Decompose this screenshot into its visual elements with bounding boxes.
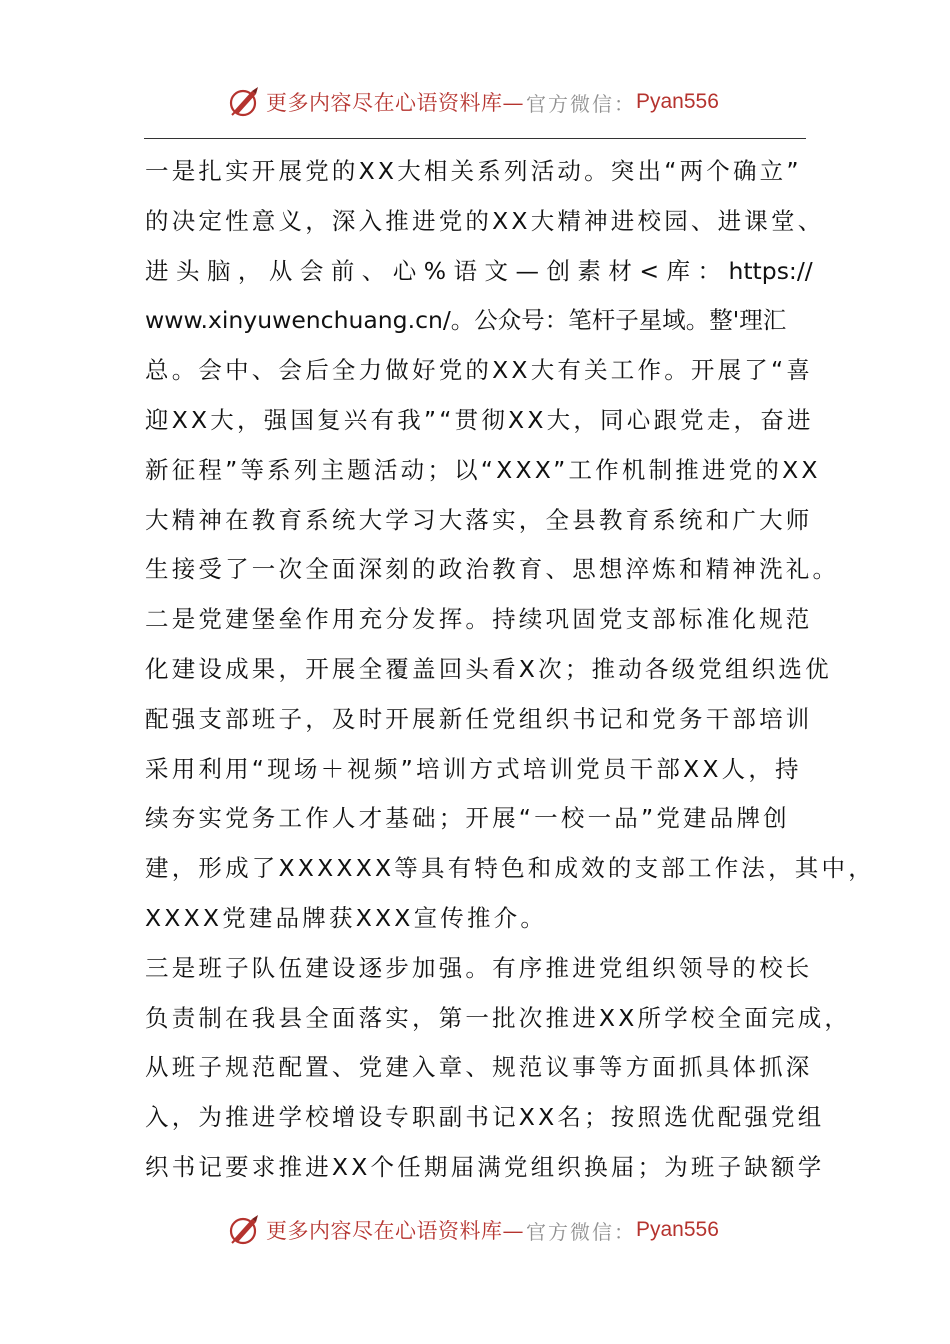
text-line: 配强支部班子，及时开展新任党组织书记和党务干部培训 <box>145 704 813 733</box>
text-line: 入，为推进学校增设专职副书记XX名；按照选优配强党组 <box>145 1103 825 1132</box>
text-line: 建，形成了XXXXXX等具有特色和成效的支部工作法，其中， <box>145 854 875 883</box>
text-line: 从班子规范配置、党建入章、规范议事等方面抓具体抓深 <box>145 1053 813 1082</box>
pen-logo-icon <box>228 1213 262 1247</box>
banner-wechat-id: Pyan556 <box>636 90 719 113</box>
banner-text: 更多内容尽在心语资料库— <box>266 1219 524 1243</box>
banner-wechat-id: Pyan556 <box>636 1218 719 1241</box>
banner-wechat-label: 官方微信： <box>526 91 636 116</box>
text-line: 进 头 脑 ， 从 会 前 、 心 % 语 文 — 创 素 材 < 库 ： https:// <box>145 256 813 285</box>
text-line: 总。会中、会后全力做好党的XX大有关工作。开展了“喜 <box>145 356 814 385</box>
text-line: 一是扎实开展党的XX大相关系列活动。突出“两个确立” <box>145 157 802 185</box>
text-line: 的决定性意义，深入推进党的XX大精神进校园、进课堂、 <box>145 206 825 235</box>
text-line: 二是党建堡垒作用充分发挥。持续巩固党支部标准化规范 <box>145 605 813 634</box>
header-banner <box>228 82 719 122</box>
pen-logo-icon <box>228 85 262 119</box>
text-line: 新征程”等系列主题活动；以“XXX”工作机制推进党的XX <box>145 455 821 484</box>
text-line: 负责制在我县全面落实，第一批次推进XX所学校全面完成， <box>145 1003 852 1032</box>
banner-wechat-label: 官方微信： <box>526 1219 636 1244</box>
text-line: 采用利用“现场＋视频”培训方式培训党员干部XX人，持 <box>145 754 802 783</box>
text-line: 迎XX大，强国复兴有我”“贯彻XX大，同心跟党走，奋进 <box>145 405 814 434</box>
document-body <box>145 147 875 1193</box>
text-line: 三是班子队伍建设逐步加强。有序推进党组织领导的校长 <box>145 953 813 982</box>
text-line: 化建设成果，开展全覆盖回头看X次；推动各级党组织选优 <box>145 654 832 683</box>
text-line: 大精神在教育系统大学习大落实，全县教育系统和广大师 <box>145 505 813 534</box>
text-line: www.xinyuwenchuang.cn/。公众号：笔杆子星域。整'理汇 <box>145 306 787 335</box>
text-line: 织书记要求推进XX个任期届满党组织换届；为班子缺额学 <box>145 1152 825 1181</box>
banner-text: 更多内容尽在心语资料库— <box>266 91 524 115</box>
footer-banner <box>228 1210 719 1250</box>
text-line: 生接受了一次全面深刻的政治教育、思想淬炼和精神洗礼。 <box>145 555 840 584</box>
header-divider <box>144 138 806 139</box>
text-line: XXXX党建品牌获XXX宣传推介。 <box>145 903 548 932</box>
text-line: 续夯实党务工作人才基础；开展“一校一品”党建品牌创 <box>145 804 790 833</box>
